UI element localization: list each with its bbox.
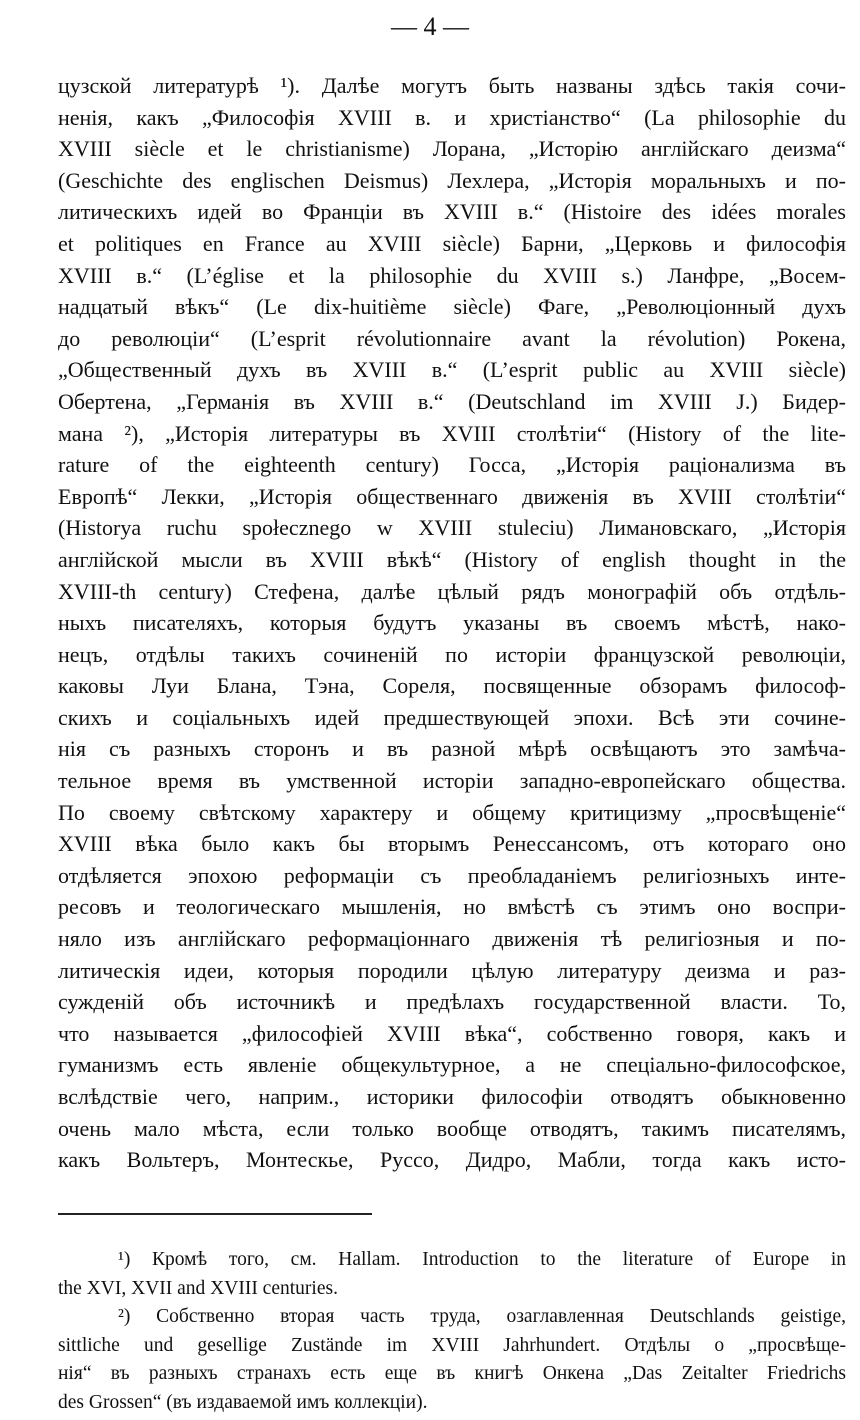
footnote-line: ²) Собственно вторая часть труда, озаглавленная Deutschlands geistige, [118,1306,846,1328]
text-line: По своему свѣтскому характеру и общему критицизму „просвѣщеніе“ [58,799,846,825]
text-line: что называется „философіей XVIII вѣка“, собственно говоря, какъ и [58,1020,846,1046]
text-line: отдѣляется эпохою реформаціи съ преобладаніемъ религіозныхъ инте- [58,862,846,888]
text-line: Европѣ“ Лекки, „Исторія общественнаго движенія въ XVIII столѣтіи“ [58,483,846,509]
text-line: литическихъ идей во Франціи въ XVIII в.“ (Histoire des idées morales [58,199,846,225]
text-line: нія съ разныхъ сторонъ и въ разной мѣрѣ освѣщаютъ это замѣча- [58,736,846,762]
text-line: какъ Вольтеръ, Монтескье, Руссо, Дидро, Мабли, тогда какъ исто- [58,1147,846,1173]
footnote-line: ¹) Кромѣ того, см. Hallam. Introduction to the literature of Europe in [118,1249,846,1270]
text-line: каковы Луи Блана, Тэна, Сореля, посвященные обзорамъ философ- [58,673,846,699]
text-line: XVIII-th century) Стефена, далѣе цѣлый рядъ монографій объ отдѣль- [58,578,846,604]
text-line: (Historya ruchu społecznego w XVIII stuleciu) Лимановскаго, „Исторія [58,515,846,541]
text-line: et politiques en France au XVIII siècle) Барни, „Церковь и философія [58,230,846,256]
footnote-line: нія“ въ разныхъ странахъ есть еще въ книгѣ Онкена „Das Zeitalter Friedrichs [58,1363,846,1385]
footnote-line: the XVI, XVII and XVIII centuries. [58,1277,338,1299]
page-number: — 4 — [391,12,469,41]
footnotes [58,1246,846,1418]
text-line: цузской литературѣ ¹). Далѣе могутъ быть названы здѣсь такія сочи- [58,73,846,98]
text-line: вслѣдствіе чего, наприм., историки философіи отводятъ обыкновенно [58,1084,846,1109]
text-line: XVIII в.“ (L’église et la philosophie du XVIII s.) Ланфре, „Восем- [58,262,846,288]
text-line: нецъ, отдѣлы такихъ сочиненій по исторіи французской революціи, [58,641,846,667]
text-line: ныхъ писателяхъ, которыя будутъ указаны въ своемъ мѣстѣ, нако- [58,610,846,636]
footnote-divider [58,1213,372,1215]
text-line: тельное время въ умственной исторіи западно-европейскаго общества. [58,768,846,794]
footnote-line: sittliche und gesellige Zustände im XVIII Jahrhundert. Отдѣлы о „просвѣще- [58,1334,846,1356]
text-line: надцатый вѣкъ“ (Le dix-huitième siècle) Фаге, „Революціонный духъ [58,294,846,320]
text-line: англійской мысли въ XVIII вѣкѣ“ (History of english thought in the [58,546,846,572]
text-line: скихъ и соціальныхъ идей предшествующей эпохи. Всѣ эти сочине- [58,704,846,730]
text-line: очень мало мѣста, если только вообще отводятъ, такимъ писателямъ, [58,1115,846,1141]
text-line: XVIII вѣка было какъ бы вторымъ Ренессансомъ, отъ котораго оно [58,831,846,857]
text-line: ресовъ и теологическаго мышленія, но вмѣстѣ съ этимъ оно воспри- [58,894,846,920]
text-line: литическія идеи, которыя породили цѣлую литературу деизма и раз- [58,957,846,983]
text-line: ненія, какъ „Философія XVIII в. и христіанство“ (La philosophie du [58,104,846,130]
footnote-line: des Grossen“ (въ издаваемой имъ коллекціи). [58,1391,428,1413]
text-line: гуманизмъ есть явленіе общекультурное, а не спеціально-философское, [58,1052,846,1078]
text-line: Обертена, „Германія въ XVIII в.“ (Deutschland im XVIII J.) Бидер- [58,388,846,414]
text-line: сужденій объ источникѣ и предѣлахъ государственной власти. То, [58,989,846,1015]
text-line: няло изъ англійскаго реформаціоннаго движенія тѣ религіозныя и по- [58,926,846,952]
text-line: мана ²), „Исторія литературы въ XVIII столѣтіи“ (History of the lite- [58,420,846,446]
text-line: „Общественный духъ въ XVIII в.“ (L’esprit public au XVIII siècle) [58,357,846,383]
text-line: (Geschichte des englischen Deismus) Лехлера, „Исторія моральныхъ и по- [58,167,846,193]
body-text [58,70,846,1176]
text-line: XVIII siècle et le christianisme) Лорана, „Исторію англійскаго деизма“ [58,136,846,162]
text-line: rature of the eighteenth century) Госса, „Исторія раціонализма въ [58,452,846,478]
text-line: до революціи“ (L’esprit révolutionnaire avant la révolution) Рокена, [58,325,846,351]
